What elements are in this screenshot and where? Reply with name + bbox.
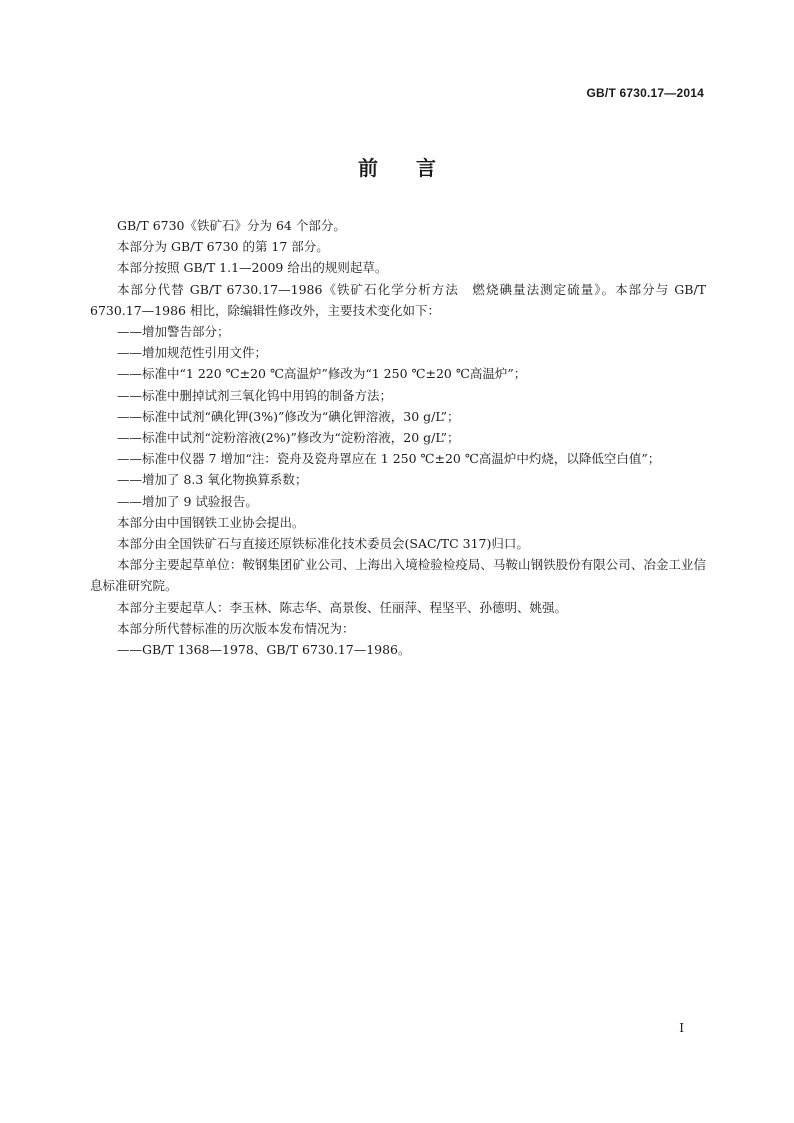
change-item: ——标准中试剂“淀粉溶液(2%)”修改为“淀粉溶液，20 g/L”； xyxy=(117,430,460,446)
foreword-body xyxy=(90,215,706,660)
paragraph-proposer: 本部分由中国钢铁工业协会提出。 xyxy=(117,514,305,530)
paragraph-parts: GB/T 6730《铁矿石》分为 64 个部分。 xyxy=(117,218,346,233)
change-item: ——标准中删掉试剂三氧化钨中用钨的制备方法； xyxy=(117,387,393,403)
paragraph-history-intro: 本部分所代替标准的历次版本发布情况为： xyxy=(117,620,355,636)
change-item: ——增加了 8.3 氧化物换算系数； xyxy=(117,472,308,488)
change-item: ——标准中仪器 7 增加“注：瓷舟及瓷舟罩应在 1 250 ℃±20 ℃高温炉中灼烧，以降低空白值”； xyxy=(117,451,661,467)
paragraph-part-number: 本部分为 GB/T 6730 的第 17 部分。 xyxy=(117,239,329,255)
page-number: I xyxy=(679,1021,684,1035)
change-item: ——增加了 9 试验报告。 xyxy=(117,493,258,509)
change-item: ——增加规范性引用文件； xyxy=(117,345,268,361)
paragraph-drafting-units: 本部分主要起草单位：鞍钢集团矿业公司、上海出入境检验检疫局、马鞍山钢铁股份有限公司、冶金工业信息标准研究院。 xyxy=(90,557,706,594)
paragraph-replacement: 本部分代替 GB/T 6730.17—1986《铁矿石化学分析方法 燃烧碘量法测定硫量》。本部分与 GB/T 6730.17—1986 相比，除编辑性修改外，主要技术变化如下： xyxy=(90,281,706,318)
change-item: ——标准中试剂“碘化钾(3%)”修改为“碘化钾溶液，30 g/L”； xyxy=(117,408,460,424)
history-item: ——GB/T 1368—1978、GB/T 6730.17—1986。 xyxy=(117,642,411,658)
change-item: ——增加警告部分； xyxy=(117,324,230,340)
paragraph-drafters: 本部分主要起草人：李玉林、陈志华、高景俊、任丽萍、程坚平、孙德明、姚强。 xyxy=(117,599,568,615)
page-title: 前言 xyxy=(358,156,474,180)
standard-code: GB/T 6730.17—2014 xyxy=(586,86,704,100)
change-item: ——标准中“1 220 ℃±20 ℃高温炉”修改为“1 250 ℃±20 ℃高温炉”； xyxy=(117,366,527,382)
paragraph-committee: 本部分由全国铁矿石与直接还原铁标准化技术委员会(SAC/TC 317)归口。 xyxy=(117,536,529,552)
paragraph-drafting-rules: 本部分按照 GB/T 1.1—2009 给出的规则起草。 xyxy=(117,260,388,276)
